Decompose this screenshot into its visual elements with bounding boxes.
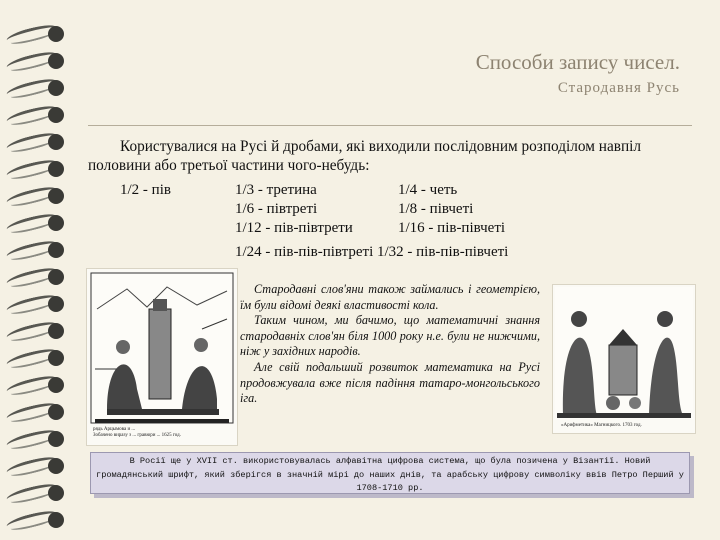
italic-paragraph: Стародавні слов'яни також займались і геометрією, їм були відомі деякі властивості кола. (240, 282, 540, 312)
spiral-ring-icon (4, 292, 70, 314)
fraction-item: 1/4 - четь (398, 182, 458, 198)
spiral-ring-icon (4, 265, 70, 287)
fraction-item: 1/3 - третина (235, 182, 317, 198)
intro-paragraph: Користувалися на Русі й дробами, які виходили послідовним розподілом навпіл половини або третьої частини чого-небудь: (88, 138, 642, 174)
italic-text-block (240, 282, 540, 407)
fraction-column-2 (235, 181, 353, 238)
slide-title: Способи запису чисел. (475, 50, 680, 74)
fraction-item: 1/8 - півчеті (398, 201, 474, 217)
engraving-illustration (87, 269, 237, 445)
spiral-ring-icon (4, 238, 70, 260)
spiral-ring-icon (4, 184, 70, 206)
spiral-ring-icon (4, 157, 70, 179)
fraction-column-1 (120, 181, 171, 200)
spiral-ring-icon (4, 130, 70, 152)
spiral-ring-icon (4, 49, 70, 71)
spiral-ring-icon (4, 211, 70, 233)
spiral-ring-icon (4, 319, 70, 341)
spiral-ring-icon (4, 481, 70, 503)
divider-line (88, 125, 692, 126)
left-image-caption: рядь Арцымова и ... Зобачено виразу з ... гравюри ... 1625 год. (93, 427, 181, 438)
arithmetic-illustration (553, 285, 695, 433)
slide-subtitle: Стародавня Русь (557, 80, 680, 96)
fraction-item: 1/2 - пів (120, 182, 171, 198)
historical-note-box: В Росії ще у XVII ст. використовувалась алфавітна цифрова система, що була позичена у Візантії. Новий громадянський шрифт, який зберігся в значній мірі до наших днів, та арабську цифрову символіку ввів Петро Перший у 1708-1710 рр. (90, 452, 690, 494)
spiral-ring-icon (4, 22, 70, 44)
engraving-image-left (86, 268, 238, 446)
spiral-ring-icon (4, 76, 70, 98)
fraction-item: 1/16 - пів-півчеті (398, 220, 506, 236)
right-image-caption: «Арифметика» Магницкого. 1703 год. (561, 423, 642, 428)
italic-paragraph: Таким чином, ми бачимо, що математичні знання стародавніх слов'ян біля 1000 року н.е. були не нижчими, ніж у західних народів. (240, 313, 540, 359)
italic-paragraph: Але свій подальший розвиток математика на Русі продовжувала вже після падіння татаро-монгольського іга. (240, 359, 540, 406)
spiral-ring-icon (4, 346, 70, 368)
spiral-ring-icon (4, 400, 70, 422)
fraction-last-line: 1/24 - пів-пів-півтреті 1/32 - пів-пів-півчеті (235, 244, 509, 260)
spiral-ring-icon (4, 427, 70, 449)
spiral-ring-icon (4, 373, 70, 395)
spiral-ring-icon (4, 454, 70, 476)
fraction-item: 1/12 - пів-півтрети (235, 220, 353, 236)
spiral-ring-icon (4, 103, 70, 125)
fraction-item: 1/6 - півтреті (235, 201, 318, 217)
spiral-ring-icon (4, 508, 70, 530)
fraction-column-3 (398, 181, 505, 238)
engraving-image-right (552, 284, 696, 434)
spiral-binding (0, 0, 72, 540)
